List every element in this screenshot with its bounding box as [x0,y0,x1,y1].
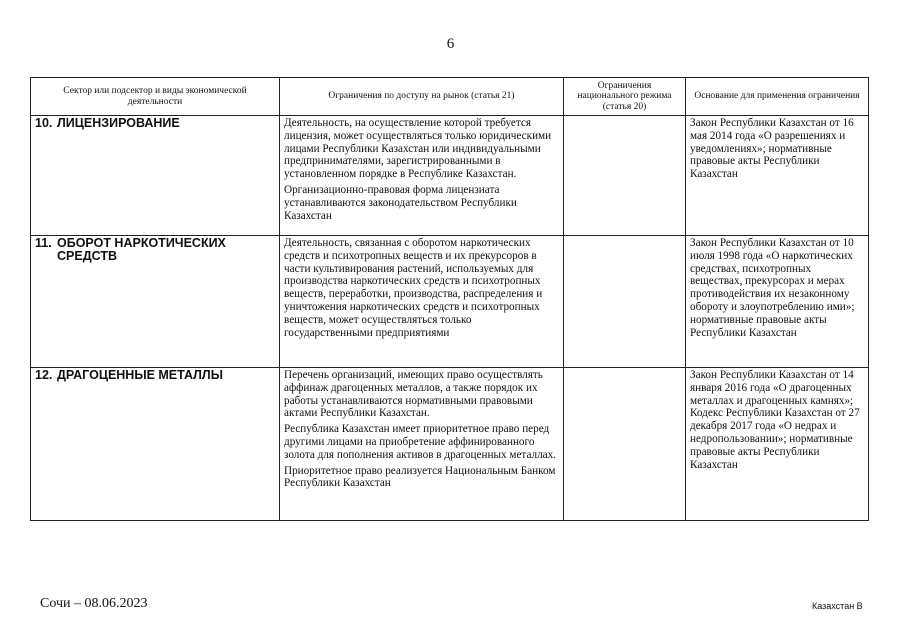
restriction-cell [280,368,564,521]
restriction-cell [280,116,564,236]
restriction-paragraph: Организационно-правовая форма лицензиата устанавливаются законодательством Республики Казахстан [284,183,517,222]
sector-name: ЛИЦЕНЗИРОВАНИЕ [57,116,180,130]
national-regime-cell [564,368,686,521]
basis-cell: Закон Республики Казахстан от 16 мая 2014 года «О разрешениях и уведомлениях»; нормативные правовые акты Республики Казахстан [686,116,869,236]
restriction-paragraph: Деятельность, связанная с оборотом наркотических средств и психотропных веществ и их прекурсоров в части культивирования растений, используемых для производства наркотических средств и психотропных веществ, переработки, производства, распределения и уничтожения наркотических средств и психотропных веществ, может осуществляться только государственными предприятиями [284,237,543,339]
restrictions-table [30,77,869,521]
sector-name: ДРАГОЦЕННЫЕ МЕТАЛЛЫ [57,368,223,382]
footer-country: Казахстан В [812,601,863,611]
table-header-row [31,78,869,116]
header-market-access: Ограничения по доступу на рынок (статья 21) [280,78,564,116]
national-regime-cell [564,236,686,368]
header-national-regime: Ограничения национального режима (статья 20) [564,78,686,116]
restriction-paragraph: Деятельность, на осуществление которой требуется лицензия, может осуществляться только юридическими лицами Республики Казахстан или индивидуальными предпринимателями, зарегистрированными в установленном порядке в Республике Казахстан. [284,117,552,181]
footer-place-date: Сочи – 08.06.2023 [40,596,148,611]
sector-cell [31,116,280,236]
restriction-paragraph: Перечень организаций, имеющих право осуществлять аффинаж драгоценных металлов, а также порядок их работы устанавливаются нормативными правовыми актами Республики Казахстан. [284,369,543,420]
basis-cell: Закон Республики Казахстан от 14 января 2016 года «О драгоценных металлах и драгоценных камнях»; Кодекс Республики Казахстан от 27 декабря 2017 года «О недрах и недропользовании»; нормативные правовые акты Республики Казахстан [686,368,869,521]
row-number: 11. [35,236,52,250]
header-sector: Сектор или подсектор и виды экономической деятельности [31,78,280,116]
sector-cell [31,368,280,521]
page-number: 6 [446,36,455,52]
sector-name: ОБОРОТ НАРКОТИЧЕСКИХ СРЕДСТВ [57,236,226,263]
table-row [31,236,869,368]
table-row [31,116,869,236]
table-row [31,368,869,521]
restriction-cell [280,236,564,368]
row-number: 10. [35,116,53,130]
row-number: 12. [35,368,53,382]
basis-cell: Закон Республики Казахстан от 10 июля 1998 года «О наркотических средствах, психотропных веществах, прекурсорах и мерах противодействия их незаконному обороту и злоупотреблению ими»; нормативные правовые акты Республики Казахстан [686,236,869,368]
restriction-paragraph: Республика Казахстан имеет приоритетное право перед другими лицами на приобретение аффинированного золота для пополнения активов в драгоценных металлах. [284,423,557,461]
sector-cell [31,236,280,368]
restriction-paragraph: Приоритетное право реализуется Национальным Банком Республики Казахстан [284,464,556,490]
national-regime-cell [564,116,686,236]
header-basis: Основание для применения ограничения [686,78,869,116]
